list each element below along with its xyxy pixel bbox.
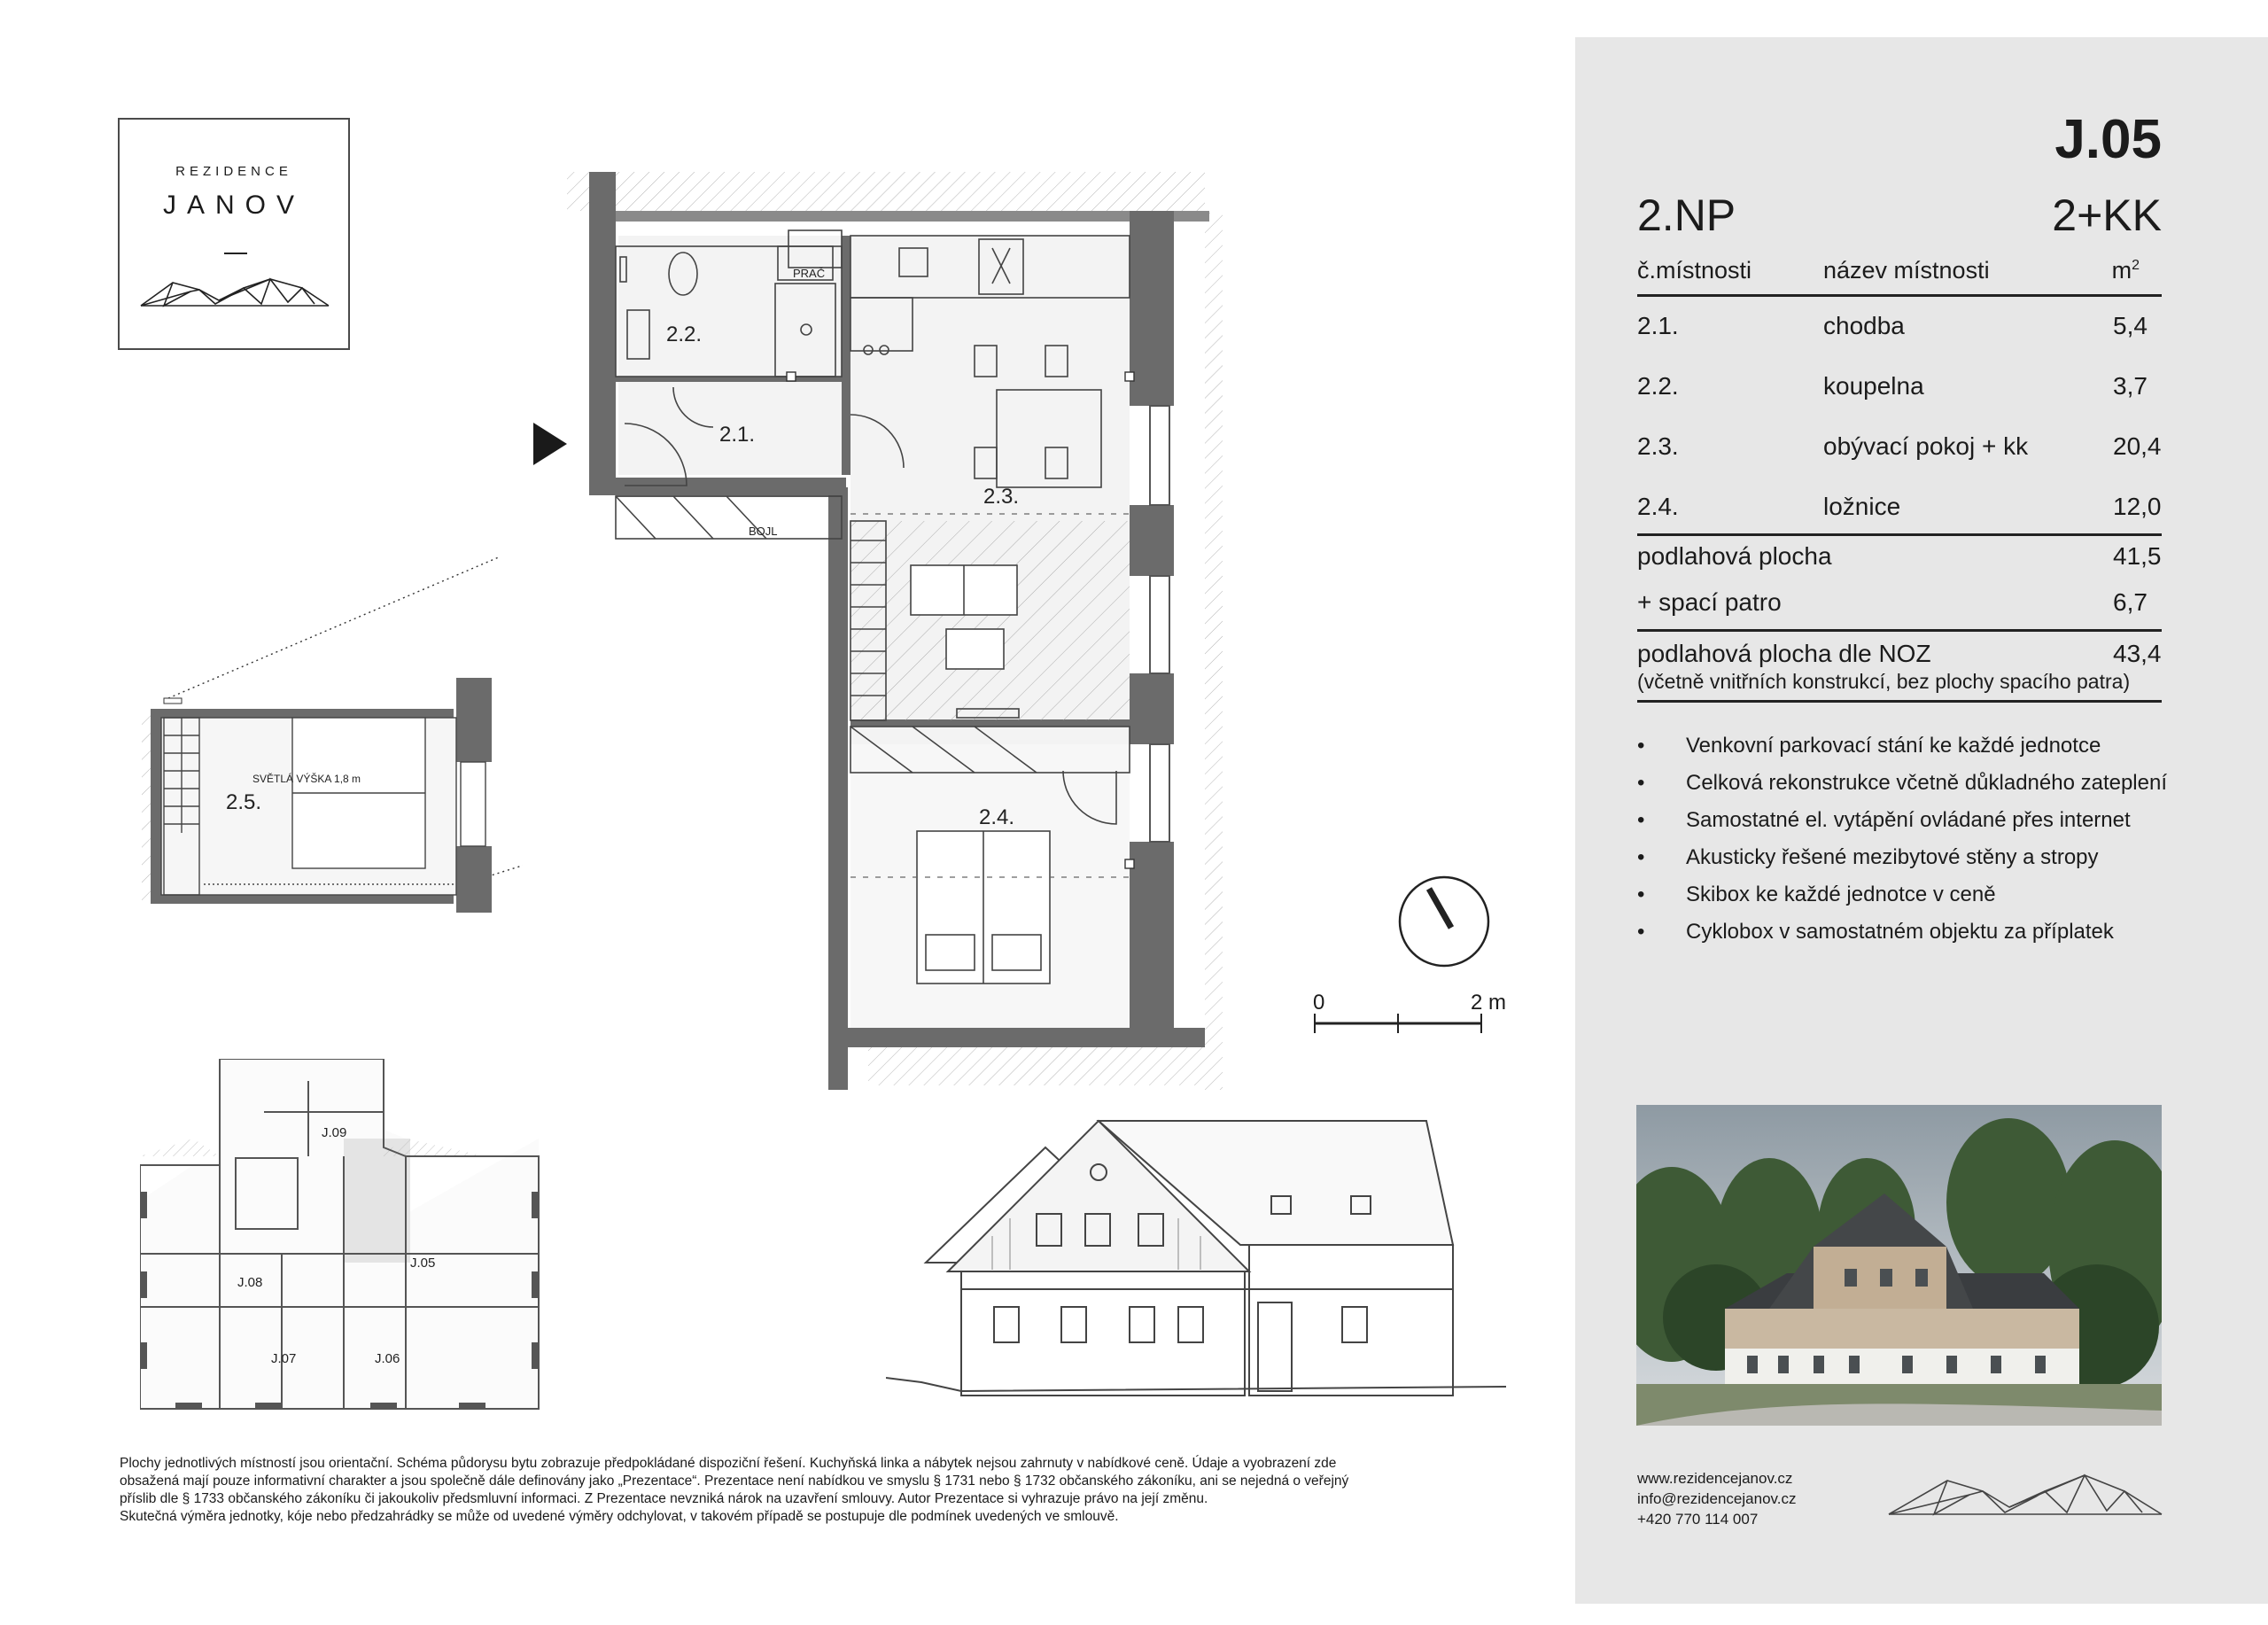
room-name: koupelna [1823, 372, 1924, 400]
room-number: 2.3. [1637, 432, 1679, 460]
unit-type: 2+KK [2052, 190, 2162, 240]
contact-phone[interactable]: +420 770 114 007 [1637, 1511, 1759, 1528]
loft-overhang [850, 521, 1130, 720]
disclaimer-line: Skutečná výměra jednotky, kóje nebo předzahrádky se může od uvedené výměry odchylovat, v takovém případě se postupuje dle podmínek uvedených ve smlouvě. [120, 1509, 1119, 1524]
contact-web[interactable]: www.rezidencejanov.cz [1637, 1470, 1793, 1487]
scale-end-label: 2 m [1471, 991, 1507, 1015]
feature-text: Cyklobox v samostatném objektu za příplatek [1686, 920, 2114, 944]
room-row [1637, 432, 2162, 468]
room-label-2-5: 2.5. [226, 790, 262, 814]
highlight-unit-j05 [344, 1139, 410, 1263]
floor-area-label: podlahová plocha [1637, 542, 1832, 570]
room-name: chodba [1823, 312, 1905, 339]
overview-unit-label: J.05 [410, 1256, 436, 1271]
floor-area-value: 41,5 [2113, 542, 2162, 570]
bullet-icon: • [1637, 845, 1645, 869]
disclaimer [120, 1455, 1519, 1526]
room-table-header [1637, 257, 2162, 297]
loft-area-value: 6,7 [2113, 588, 2148, 616]
bullet-icon: • [1637, 808, 1645, 832]
header-room-number: č.místnosti [1637, 257, 1752, 284]
logo-line2: JANOV [162, 190, 306, 220]
mountain-logo-icon [137, 268, 334, 313]
entrance-arrow-icon [532, 421, 569, 467]
disclaimer-line: příslib dle § 1733 občanského zákoníku či jakoukoliv předsmluvní informaci. Z Prezentace nevzniká nárok na uzavření smlouvy. Autor Prezentace si vyhrazuje právo na její změnu. [120, 1491, 1208, 1506]
room-name: obývací pokoj + kk [1823, 432, 2029, 460]
overview-unit-label: J.08 [237, 1275, 263, 1290]
room-name: ložnice [1823, 493, 1901, 520]
overview-unit-label: J.07 [271, 1351, 297, 1366]
header-area-unit: $m^2$ [2111, 257, 2140, 284]
unit-code: J.05 [2054, 109, 2162, 170]
table-divider [1637, 629, 2162, 632]
room-row [1637, 372, 2162, 408]
feature-text: Celková rekonstrukce včetně důkladného zateplení [1686, 771, 2167, 795]
neighbor-hatch-bottom [868, 1046, 1205, 1085]
logo [118, 118, 350, 350]
loft-plan [142, 496, 523, 921]
bullet-icon: • [1637, 882, 1645, 906]
table-divider [1637, 533, 2162, 536]
room-label-2-4: 2.4. [979, 805, 1015, 829]
room-label-2-1: 2.1. [719, 423, 756, 447]
room-area: 3,7 [2113, 372, 2148, 400]
bullet-icon: • [1637, 771, 1645, 795]
room-number: 2.4. [1637, 493, 1679, 520]
room-label-2-2: 2.2. [666, 323, 703, 346]
scale-zero-label: 0 [1313, 991, 1325, 1015]
headroom-note: SVĚTLÁ VÝŠKA 1,8 m [252, 773, 361, 785]
feature-text: Samostatné el. vytápění ovládané přes internet [1686, 808, 2131, 832]
floor-label: 2.NP [1637, 190, 1736, 240]
feature-text: Akusticky řešené mezibytové stěny a stropy [1686, 845, 2099, 869]
building-elevation [886, 1112, 1524, 1418]
washer-label: PRAČ [793, 267, 826, 280]
room-label-2-3: 2.3. [983, 485, 1020, 509]
contact-email[interactable]: info@rezidencejanov.cz [1637, 1490, 1797, 1507]
building-render-image [1636, 1105, 2162, 1426]
room-number: 2.2. [1637, 372, 1679, 400]
noz-area-label: podlahová plocha dle NOZ [1637, 640, 1931, 667]
neighbor-hatch-right [1205, 213, 1223, 1090]
disclaimer-line: Plochy jednotlivých místností jsou orientační. Schéma půdorysu bytu zobrazuje předpokládané dispoziční řešení. Kuchyňská linka a nábytek nejsou zahrnuty v nabídkové ceně. Údaje a vyobrazení zde [120, 1456, 1337, 1471]
room-row [1637, 493, 2162, 528]
feature-text: Venkovní parkovací stání ke každé jednotce [1686, 734, 2101, 758]
bullet-icon: • [1637, 920, 1645, 944]
noz-area-value: 43,4 [2113, 640, 2162, 667]
mountain-logo-icon [1885, 1468, 2164, 1521]
loft-area-label: + spací patro [1637, 588, 1782, 616]
room-number: 2.1. [1637, 312, 1679, 339]
room-area: 5,4 [2113, 312, 2148, 339]
scale-bar [1313, 1010, 1490, 1037]
overview-unit-label: J.06 [375, 1351, 400, 1366]
overview-unit-label: J.09 [322, 1125, 347, 1140]
boiler-label: BOJL [749, 525, 778, 538]
bullet-icon: • [1637, 734, 1645, 758]
overview-floor-plan [140, 1059, 548, 1413]
main-floor-plan [496, 159, 1223, 1090]
room-area: 12,0 [2113, 493, 2162, 520]
room-area: 20,4 [2113, 432, 2162, 460]
logo-line1: REZIDENCE [175, 164, 292, 179]
logo-divider [224, 253, 247, 254]
feature-text: Skibox ke každé jednotce v ceně [1686, 882, 1996, 906]
north-arrow-icon [1395, 873, 1493, 970]
table-divider [1637, 700, 2162, 703]
disclaimer-line: obsažená mají pouze informativní charakter a jsou společně dále definovány jako „Prezentace“. Prezentace není nabídkou ve smyslu § 1731 nebo § 1732 občanského zákoníku, ani se nejedná o veřejný [120, 1473, 1349, 1489]
neighbor-hatch-top [567, 172, 1205, 211]
room-row [1637, 312, 2162, 347]
header-room-name: název místnosti [1823, 257, 1990, 284]
noz-area-note: (včetně vnitřních konstrukcí, bez plochy spacího patra) [1637, 670, 2131, 693]
info-panel [1575, 37, 2268, 1604]
